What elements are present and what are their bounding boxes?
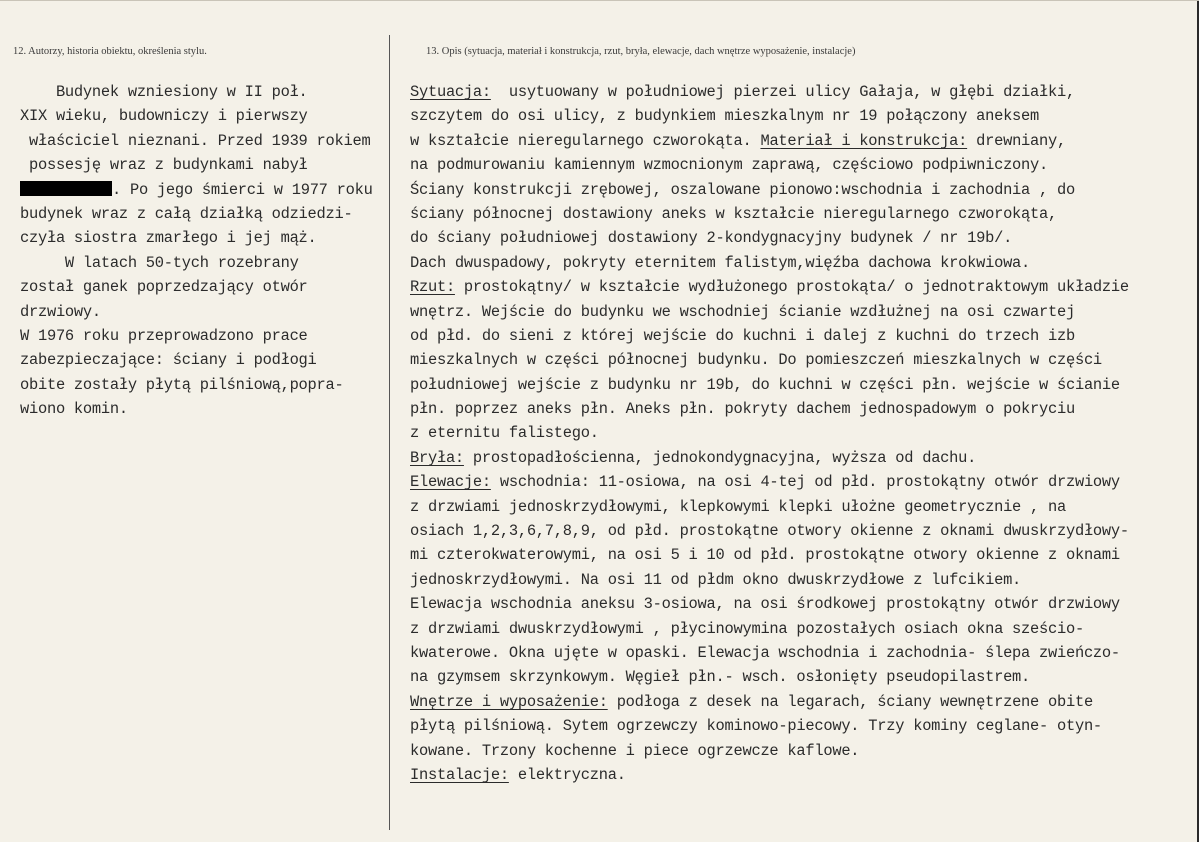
history-text: . Po jego śmierci w 1977 roku: [112, 180, 373, 199]
history-line: W 1976 roku przeprowadzono prace: [20, 326, 308, 345]
description-text: elektryczna.: [508, 765, 626, 784]
description-text: w kształcie nieregularnego czworokąta.: [410, 131, 761, 150]
description-line: szczytem do osi ulicy, z budynkiem mieszkalnym nr 19 połączony aneksem: [410, 107, 1040, 126]
description-text: prostopadłościenna, jednokondygnacyjna, wyższa od dachu.: [463, 448, 977, 467]
history-line: właściciel nieznani. Przed 1939 rokiem: [20, 131, 371, 150]
history-line: czyła siostra zmarłego i jej mąż.: [20, 229, 317, 248]
description-line: Elewacja wschodnia aneksu 3-osiowa, na osi środkowej prostokątny otwór drzwiowy: [410, 595, 1120, 614]
description-column: [410, 80, 1199, 787]
description-line: wnętrz. Wejście do budynku we wschodniej ścianie wzdłużnej na osi czwartej: [410, 302, 1075, 321]
description-line: [410, 690, 1199, 714]
history-line: obite zostały płytą pilśniową,popra-: [20, 375, 344, 394]
history-line: drzwiowy.: [20, 302, 101, 321]
description-line: mi czterokwaterowymi, na osi 5 i 10 od płd. prostokątne otwory okienne z oknami: [410, 546, 1120, 565]
history-line: budynek wraz z całą działką odziedzi-: [20, 204, 353, 223]
description-text: podłoga z desek na legarach, ściany wewnętrzene obite: [607, 692, 1093, 711]
description-line: z drzwiami dwuskrzydłowymi , płycinowymina pozostałych osiach okna sześcio-: [410, 619, 1084, 638]
section-label-plan: Rzut:: [410, 278, 455, 297]
description-line: mieszkalnych w części północnej budynku. Do pomieszczeń mieszkalnych w części: [410, 351, 1102, 370]
description-line: południowej wejście z budynku nr 19b, do kuchni w części płn. wejście w ścianie: [410, 375, 1120, 394]
description-line: ściany północnej dostawiony aneks w kształcie nieregularnego czworokąta,: [410, 204, 1057, 223]
description-line: kowane. Trzony kochenne i piece ogrzewcze kaflowe.: [410, 741, 860, 760]
description-line: osiach 1,2,3,6,7,8,9, od płd. prostokątne otwory okienne z oknami dwuskrzydłowy-: [410, 522, 1129, 541]
description-text: wschodnia: 11-osiowa, na osi 4-tej od płd. prostokątny otwór drzwiowy: [490, 473, 1120, 492]
section-13-header: 13. Opis (sytuacja, materiał i konstrukcja, rzut, bryła, elewacje, dach wnętrze wyposażenie, instalacje): [426, 46, 856, 57]
description-text: prostokątny/ w kształcie wydłużonego prostokąta/ o jednotraktowym układzie: [454, 278, 1129, 297]
section-12-header: 12. Autorzy, historia obiektu, określenia stylu.: [13, 46, 207, 57]
description-line: z drzwiami jednoskrzydłowymi, klepkowymi klepki ułożne geometrycznie , na: [410, 497, 1066, 516]
description-line: [410, 275, 1199, 299]
description-text: usytuowany w południowej pierzei ulicy Gałaja, w głębi działki,: [490, 83, 1075, 101]
description-line: jednoskrzydłowymi. Na osi 11 od płdm okno dwuskrzydłowe z lufcikiem.: [410, 570, 1022, 589]
description-line: na podmurowaniu kamiennym wzmocnionym zaprawą, częściowo podpiwniczony.: [410, 156, 1048, 175]
description-line: na gzymsem skrzynkowym. Węgieł płn.- wsch. osłonięty pseudopilastrem.: [410, 668, 1031, 687]
history-line: Budynek wzniesiony w II poł.: [20, 83, 308, 101]
history-line: wiono komin.: [20, 400, 128, 419]
history-line: został ganek poprzedzający otwór: [20, 278, 308, 297]
description-line: [410, 446, 1199, 470]
description-line: Dach dwuspadowy, pokryty eternitem falistym,więźba dachowa krokwiowa.: [410, 253, 1031, 272]
description-line: płytą pilśniową. Sytem ogrzewczy kominowo-piecowy. Trzy kominy ceglane- otyn-: [410, 717, 1102, 736]
redacted-name: [20, 181, 112, 196]
description-text: drewniany,: [967, 131, 1066, 150]
section-label-elevations: Elewacje:: [410, 473, 491, 492]
history-column: [20, 80, 390, 421]
history-line: [20, 178, 390, 202]
section-label-interior: Wnętrze i wyposażenie:: [410, 692, 608, 711]
history-line: zabezpieczające: ściany i podłogi: [20, 351, 317, 370]
description-line: do ściany południowej dostawiony 2-kondygnacyjny budynek / nr 19b/.: [410, 229, 1013, 248]
description-line: [410, 763, 1199, 787]
description-line: kwaterowe. Okna ujęte w opaski. Elewacja wschodnia i zachodnia- ślepa zwieńczo-: [410, 643, 1120, 662]
section-label-material: Materiał i konstrukcja:: [760, 131, 968, 150]
history-line: XIX wieku, budowniczy i pierwszy: [20, 107, 308, 126]
section-label-mass: Bryła:: [410, 448, 464, 467]
section-label-situation: Sytuacja:: [410, 83, 491, 101]
description-line: płn. poprzez aneks płn. Aneks płn. pokryty dachem jednospadowym o pokryciu: [410, 400, 1075, 419]
section-label-installations: Instalacje:: [410, 765, 509, 784]
description-line: [410, 470, 1199, 494]
description-line: od płd. do sieni z której wejście do kuchni i dalej z kuchni do trzech izb: [410, 326, 1075, 345]
description-line: z eternitu falistego.: [410, 424, 599, 443]
description-line: Ściany konstrukcji zrębowej, oszalowane pionowo:wschodnia i zachodnia , do: [410, 180, 1075, 199]
description-line: [410, 80, 1199, 104]
history-line: W latach 50-tych rozebrany: [20, 253, 299, 272]
history-line: possesję wraz z budynkami nabył: [20, 156, 308, 175]
description-line: [410, 129, 1199, 153]
